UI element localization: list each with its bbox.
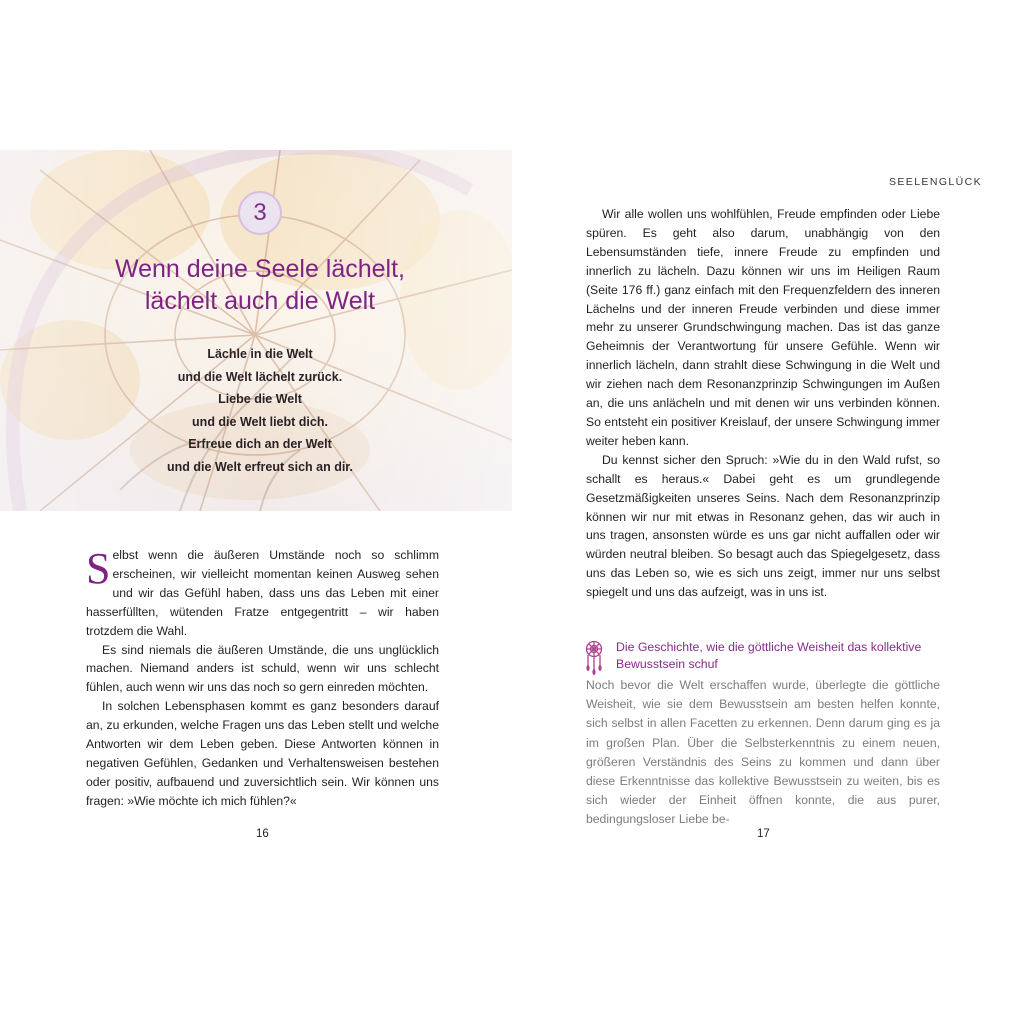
chapter-title-line: Wenn deine Seele lächelt, <box>114 255 405 283</box>
drop-cap: S <box>86 544 111 593</box>
chapter-hero-image <box>0 150 512 511</box>
chapter-title-line: lächelt auch die Welt <box>144 287 376 315</box>
chapter-number-badge <box>238 191 282 235</box>
chapter-motto <box>60 343 460 478</box>
story-text <box>586 676 940 830</box>
motto-line: und die Welt liebt dich. <box>192 414 328 429</box>
story-title: Die Geschichte, wie die göttliche Weisheit das kollektive Bewusstsein schuf <box>616 640 922 671</box>
motto-line: Erfreue dich an der Welt <box>188 437 332 451</box>
chapter-title <box>40 253 480 317</box>
page-number-right: 17 <box>757 828 770 840</box>
motto-line: Liebe die Welt <box>218 392 302 406</box>
body-paragraph: Es sind niemals die äußeren Umstände, die uns unglücklich machen. Niemand anders ist schuld, wenn wir uns schlecht fühlen, auch wenn wir uns das noch so gern einreden möchten. <box>86 642 439 695</box>
paragraph-text: elbst wenn die äußeren Umstände noch so schlimm erscheinen, wir vielleicht momentan keinen Ausweg sehen und wir das Gefühl haben, dass uns das Leben mit einer hasserfüllten, wütenden Fratze entgegentritt – wir haben trotzdem die Wahl. <box>86 548 439 638</box>
story-paragraph: Noch bevor die Welt erschaffen wurde, überlegte die göttliche Weisheit, wie sie dem Bewusstsein am besten helfen konnte, sich selbst in allen Facetten zu erkennen. Denn darum ging es ja im großen Plan. Über die Selbsterkenntnis zu einem neuen, größeren Verständnis des Seins zu kommen und dann über diese Erkenntnisse das kollektive Bewusstsein zu weiten, bis es sich wieder der Einheit öffnen konnte, die aus purer, bedingungsloser Liebe be- <box>586 678 940 827</box>
chapter-number: 3 <box>253 199 267 226</box>
motto-line: und die Welt erfreut sich an dir. <box>167 459 353 474</box>
left-page-body <box>86 546 439 811</box>
motto-line: Lächle in die Welt <box>207 347 313 361</box>
page-number-left: 16 <box>256 828 269 840</box>
body-paragraph <box>86 546 439 641</box>
body-paragraph: Wir alle wollen uns wohlfühlen, Freude empfinden oder Liebe spüren. Es geht also darum, unabhängig von den Lebensumständen tiefe, innere Freude zu empfinden und innerlich zu lächeln. Dazu können wir uns im Heiligen Raum (Seite 176 ff.) ganz einfach mit den Frequenzfeldern des inneren Lächelns und der inneren Freude verbinden und diese immer mehr zu unserer Grundschwingung machen. Das ist das ganze Geheimnis der Verantwortung für unsere Gefühle. Wenn wir innerlich lächeln, dann strahlt diese Schwingung in die Welt und wir ziehen nach dem Resonanzprinzip Schwingungen im Außen an, die uns anlächeln und mit denen wir uns verbinden können. So entsteht ein positiver Kreislauf, der unsere Schwingung immer weiter heben kann. <box>586 207 940 448</box>
running-head: SEELENGLÜCK <box>888 176 982 188</box>
body-paragraph: Du kennst sicher den Spruch: »Wie du in den Wald rufst, so schallt es heraus.« Dabei geht es um grundlegende Gesetzmäßigkeiten unseres Seins. Nach dem Resonanzprinzip können wir nur mit etwas in Resonanz gehen, das wir auch in uns tragen, ansonsten würde es uns gar nicht auffallen oder wir würden neutral bleiben. So besagt auch das Spiegelgesetz, dass uns das Leben so, wie es sich uns zeigt, immer nur uns selbst spiegelt und uns das aufzeigt, was in uns ist. <box>586 452 940 600</box>
dreamcatcher-icon <box>584 640 604 676</box>
body-paragraph: In solchen Lebensphasen kommt es ganz besonders darauf an, zu erkunden, welche Fragen uns das Leben stellt und welche Antworten wir dem Leben geben. Diese Antworten können in negativen Gefühlen, Gedanken und Verhaltensweisen bestehen oder positiv, aufbauend und zuversichtlich sein. Wir können uns fragen: »Wie möchte ich mich fühlen?« <box>86 699 439 808</box>
motto-line: und die Welt lächelt zurück. <box>177 369 343 384</box>
right-page-body <box>586 205 940 602</box>
